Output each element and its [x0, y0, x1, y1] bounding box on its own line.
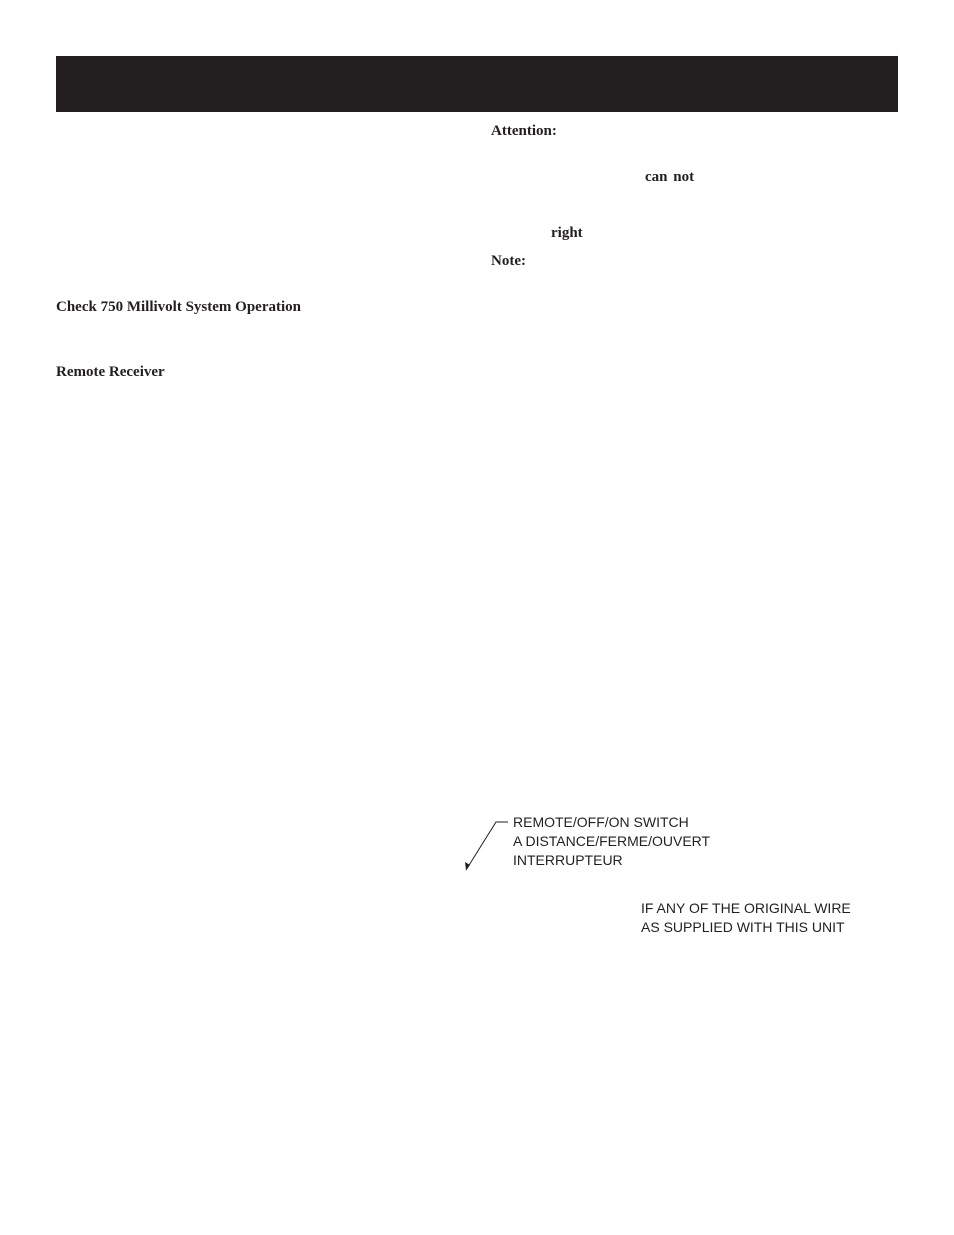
section-header-bar: [56, 56, 898, 112]
heading-check-millivolt-system: Check 750 Millivolt System Operation: [56, 299, 301, 315]
switch-label: [513, 813, 710, 870]
note-label: Note:: [491, 253, 526, 269]
leader-arrow: [460, 818, 520, 878]
attention-label: Attention:: [491, 123, 557, 139]
wire-note-line: IF ANY OF THE ORIGINAL WIRE: [641, 900, 851, 916]
emphasis-can-not: can not: [645, 169, 695, 185]
emphasis-right: right: [551, 225, 583, 241]
heading-remote-receiver: Remote Receiver: [56, 364, 165, 380]
switch-label-line: INTERRUPTEUR: [513, 852, 623, 868]
switch-label-line: REMOTE/OFF/ON SWITCH: [513, 814, 689, 830]
wire-note-line: AS SUPPLIED WITH THIS UNIT: [641, 919, 845, 935]
wire-replacement-note: [641, 899, 851, 937]
switch-label-line: A DISTANCE/FERME/OUVERT: [513, 833, 711, 849]
